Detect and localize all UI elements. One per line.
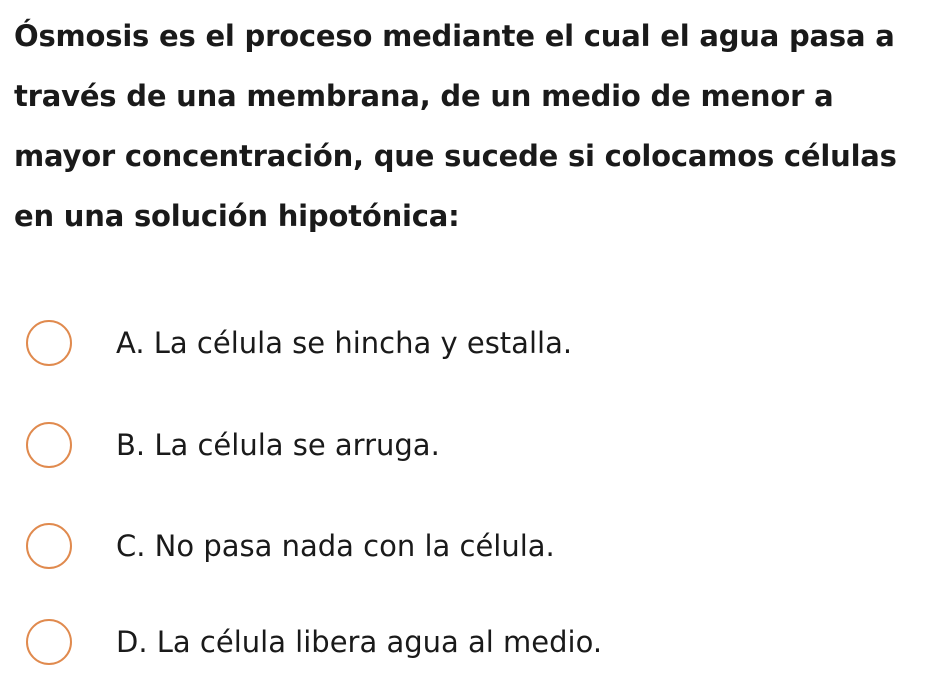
question-text: Ósmosis es el proceso mediante el cual el agua pasa a través de una membrana, de un medio de menor a mayor concentración, que sucede si colocamos células en una solución hipotónica: [14,19,897,233]
option-d-label[interactable]: D. La célula libera agua al medio. [116,625,603,659]
option-a-label[interactable]: A. La célula se hincha y estalla. [116,326,573,360]
option-c-label[interactable]: C. No pasa nada con la célula. [116,529,555,563]
option-b-label[interactable]: B. La célula se arruga. [116,428,440,462]
option-d[interactable] [26,614,602,670]
option-c[interactable] [26,518,555,574]
radio-button-option-c[interactable] [26,523,72,569]
radio-button-option-d[interactable] [26,619,72,665]
radio-button-option-b[interactable] [26,422,72,468]
option-a[interactable] [26,315,572,371]
radio-button-option-a[interactable] [26,320,72,366]
option-b[interactable] [26,417,440,473]
